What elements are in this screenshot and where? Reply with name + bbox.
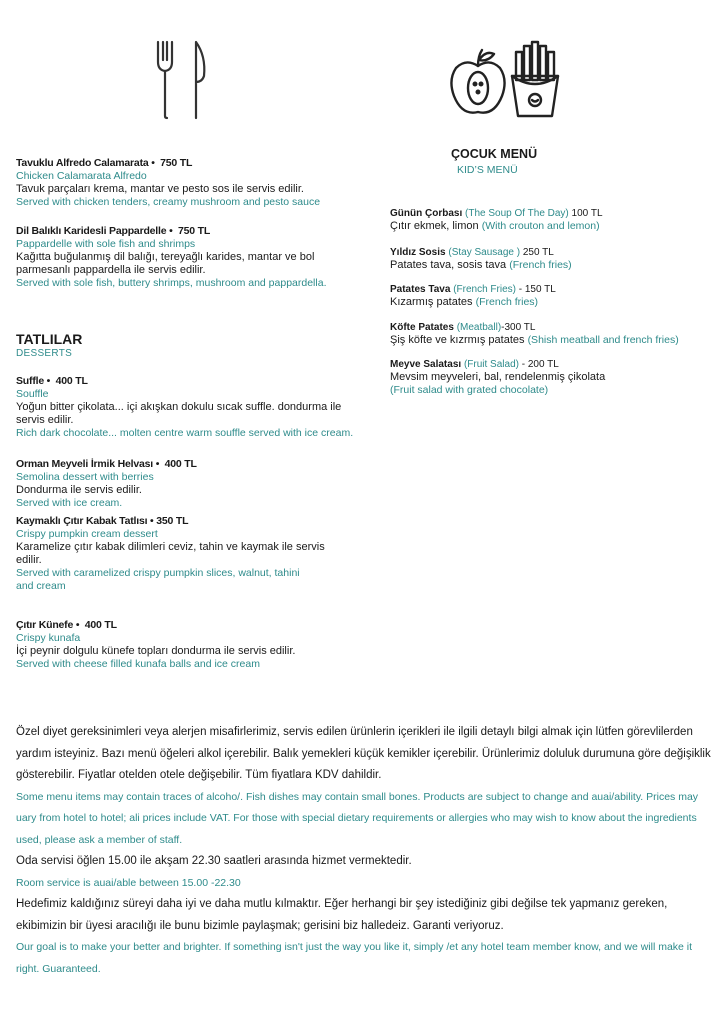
menu-item <box>16 157 366 209</box>
item-description: Kızarmış patates (French fries) <box>390 296 539 308</box>
kids-menu-title: ÇOCUK MENÜ <box>451 147 538 161</box>
item-description: Yoğun bitter çikolata... içi akışkan dokulu sıcak suffle. dondurma ile servis edilir. <box>16 401 342 426</box>
kids-menu-item <box>390 207 720 233</box>
item-description: Mevsim meyveleri, bal, rendelenmiş çikolata <box>390 371 606 383</box>
item-description-en: (Fruit salad with grated chocolate) <box>390 384 549 396</box>
item-description-en: Rich dark chocolate... molten centre warm souffle served with ice cream. <box>16 427 354 439</box>
desserts-subtitle: DESSERTS <box>16 348 73 359</box>
item-english-name: Souffle <box>16 388 49 400</box>
item-description-en: Served with chicken tenders, creamy mushroom and pesto sauce <box>16 196 321 208</box>
goal-note-en: Our goal is to make your better and brighter. If something isn't just the way you like it, simply /et any hotel team member know, and we will make it right. Guaranteed. <box>16 941 693 975</box>
kids-menu-item <box>390 358 720 397</box>
item-title: Köfte Patates (Meatball)-300 TL <box>390 322 536 333</box>
item-description: Dondurma ile servis edilir. <box>16 484 142 496</box>
item-title: Patates Tava (French Fries) - 150 TL <box>390 284 556 295</box>
item-description: Şiş köfte ve kızrmış patates (Shish meatball and french fries) <box>390 334 679 346</box>
item-description: Patates tava, sosis tava (French fries) <box>390 259 572 271</box>
menu-item <box>16 375 366 440</box>
desserts-title: TATLILAR <box>16 331 83 347</box>
item-english-name: Crispy kunafa <box>16 632 81 644</box>
apple-and-fries-icon <box>448 40 570 120</box>
kids-menu-item <box>390 283 720 309</box>
item-title: Yıldız Sosis (Stay Sausage ) 250 TL <box>390 247 554 258</box>
goal-note-tr: Hedefimiz kaldığınız süreyi daha iyi ve daha mutlu kılmaktır. Eğer herhangi bir şey istediğiniz gibi değilse tek yapmanız gereken, ekibimizin bir üyesi aracılığı ile bunu bizimle paylaşmak; gerisini biz halledeiz. Garanti veriyoruz. <box>16 898 668 932</box>
menu-item <box>16 619 316 671</box>
item-title: Kaymaklı Çıtır Kabak Tatlısı • 350 TL <box>16 515 189 527</box>
item-title: Meyve Salatası (Fruit Salad) - 200 TL <box>390 359 559 370</box>
allergen-note-tr: Özel diyet gereksinimleri veya alerjen misafirlerimiz, servis edilen ürünlerin içerikleri ile ilgili detaylı bilgi almak için lütfen görevlilerden yardım isteyiniz. Bazı menü öğeleri alkol içerebilir. Balık yemekleri küçük kemikler içerebilir. Ürünlerimiz doluluk durumuna göre değişiklik gösterebilir. Fiyatlar otelden otele değişebilir. Tüm fiyatlara KDV dahildir. <box>16 726 711 781</box>
item-title: Dil Balıklı Karidesli Pappardelle • 750 TL <box>16 225 211 237</box>
item-description-en: Served with caramelized crispy pumpkin slices, walnut, tahini and cream <box>16 567 300 592</box>
item-title: Suffle • 400 TL <box>16 375 88 387</box>
item-description-en: Served with sole fish, buttery shrimps, mushroom and pappardella. <box>16 277 327 289</box>
item-english-name: Chicken Calamarata Alfredo <box>16 170 147 182</box>
footer-notes <box>16 722 716 980</box>
kids-menu-item <box>390 246 720 272</box>
item-description: İçi peynir dolgulu künefe topları dondurma ile servis edilir. <box>16 645 296 657</box>
item-english-name: Semolina dessert with berries <box>16 471 154 483</box>
item-title: Tavuklu Alfredo Calamarata • 750 TL <box>16 157 193 169</box>
menu-item <box>16 458 366 510</box>
item-description: Çıtır ekmek, limon (With crouton and lemon) <box>390 220 600 232</box>
item-english-name: Crispy pumpkin cream dessert <box>16 528 158 540</box>
fork-and-knife-icon <box>150 38 212 120</box>
room-service-note-tr: Oda servisi öğlen 15.00 ile akşam 22.30 saatleri arasında hizmet vermektedir. <box>16 855 412 867</box>
item-description-en: Served with ice cream. <box>16 497 123 509</box>
item-description-en: Served with cheese filled kunafa balls and ice cream <box>16 658 260 670</box>
item-title: Orman Meyveli İrmik Helvası • 400 TL <box>16 458 197 470</box>
kids-menu-item <box>390 321 720 347</box>
item-description: Karamelize çıtır kabak dilimleri ceviz, tahin ve kaymak ile servis edilir. <box>16 541 325 566</box>
item-english-name: Pappardelle with sole fish and shrimps <box>16 238 196 250</box>
item-description: Tavuk parçaları krema, mantar ve pesto sos ile servis edilir. <box>16 183 304 195</box>
menu-item <box>16 515 326 593</box>
item-description: Kağıtta buğulanmış dil balığı, tereyağlı karides, mantar ve bol parmesanlı pappardella ile servis edilir. <box>16 251 315 276</box>
item-title: Günün Çorbası (The Soup Of The Day) 100 TL <box>390 208 603 219</box>
room-service-note-en: Room service is auai/able between 15.00 -22.30 <box>16 876 241 889</box>
menu-item <box>16 225 366 290</box>
item-title: Çıtır Künefe • 400 TL <box>16 619 117 631</box>
kids-menu-subtitle: KID’S MENÜ <box>457 164 518 176</box>
allergen-note-en: Some menu items may contain traces of alcoho/. Fish dishes may contain small bones. Products are subject to change and auai/ability. Prices may uary from hotel to hotel; ali prices include VAT. For those with special dietary requirements or allergies who may wish to know about the ingredients used, please ask a member of staff. <box>16 790 699 846</box>
